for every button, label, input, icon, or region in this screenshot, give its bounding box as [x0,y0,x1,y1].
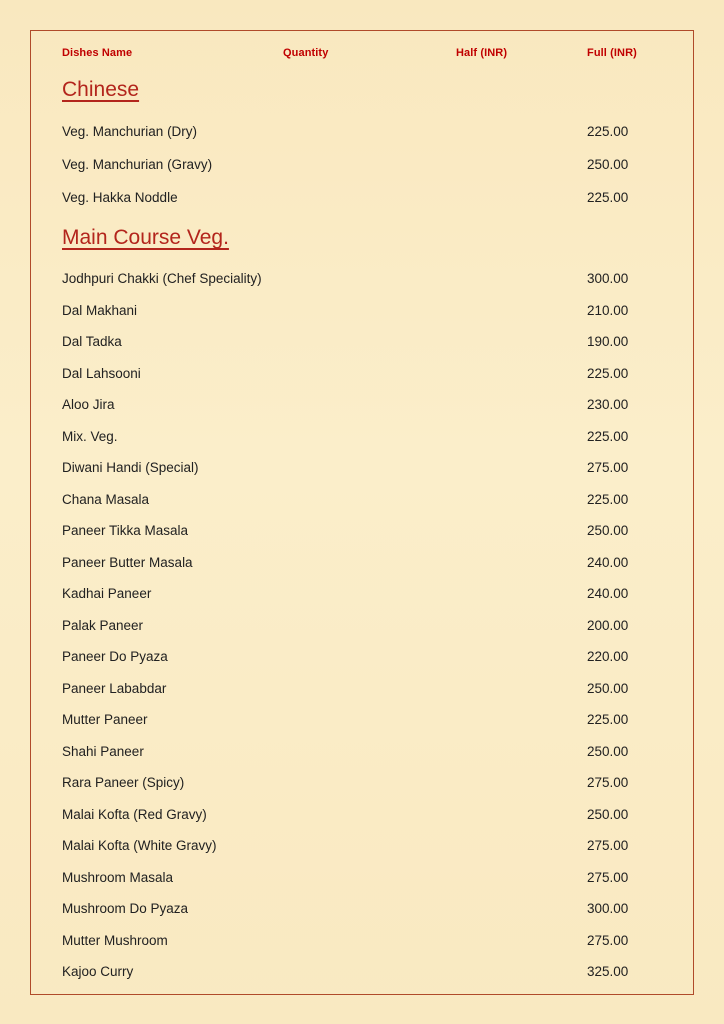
dish-name: Diwani Handi (Special) [62,460,199,476]
dish-name: Malai Kofta (White Gravy) [62,838,217,854]
dish-full-price: 300.00 [587,901,629,917]
dish-full-price: 275.00 [587,838,629,854]
menu-row [62,452,683,484]
section-title: Chinese [62,78,140,101]
menu-row [62,515,683,547]
col-header-quantity: Quantity [283,46,329,59]
dish-name: Mutter Paneer [62,712,148,728]
menu-sections [62,75,683,988]
menu-row [62,704,683,736]
menu-row [62,673,683,705]
dish-name: Veg. Manchurian (Gravy) [62,157,213,172]
dish-full-price: 275.00 [587,932,629,948]
dish-full-price: 325.00 [587,964,629,980]
menu-row [62,862,683,894]
menu-section-chinese [62,75,683,214]
menu-row [62,736,683,768]
dish-name: Jodhpuri Chakki (Chef Speciality) [62,271,262,287]
dish-name: Kajoo Curry [62,964,134,980]
dish-name: Paneer Lababdar [62,680,167,696]
menu-row [62,956,683,988]
menu-row [62,389,683,421]
dish-name: Palak Paneer [62,617,144,633]
dish-full-price: 300.00 [587,271,629,287]
dish-name: Chana Masala [62,491,150,507]
menu-row [62,326,683,358]
col-header-full-inr: Full (INR) [587,46,637,59]
dish-full-price: 220.00 [587,649,629,665]
menu-row [62,925,683,957]
section-rows [62,263,683,988]
menu-row [62,799,683,831]
menu-row [62,181,683,214]
dish-full-price: 225.00 [587,428,629,444]
dish-full-price: 210.00 [587,302,629,318]
menu-row [62,295,683,327]
dish-full-price: 240.00 [587,554,629,570]
dish-name: Paneer Do Pyaza [62,649,168,665]
menu-section-main-course-veg [62,223,683,988]
dish-full-price: 225.00 [587,712,629,728]
table-header [62,31,683,60]
dish-name: Veg. Hakka Noddle [62,190,178,205]
dish-name: Dal Tadka [62,334,122,350]
menu-row [62,641,683,673]
dish-name: Rara Paneer (Spicy) [62,775,185,791]
dish-name: Malai Kofta (Red Gravy) [62,806,207,822]
menu-row [62,263,683,295]
dish-name: Mutter Mushroom [62,932,168,948]
col-header-dishes-name: Dishes Name [62,46,133,59]
dish-name: Shahi Paneer [62,743,144,759]
menu-row [62,547,683,579]
dish-name: Mushroom Do Pyaza [62,901,189,917]
dish-full-price: 275.00 [587,460,629,476]
dish-name: Aloo Jira [62,397,115,413]
menu-row [62,115,683,148]
dish-full-price: 225.00 [587,124,629,139]
dish-full-price: 250.00 [587,157,629,172]
dish-full-price: 275.00 [587,775,629,791]
dish-name: Paneer Butter Masala [62,554,193,570]
menu-row [62,610,683,642]
dish-full-price: 230.00 [587,397,629,413]
dish-full-price: 275.00 [587,869,629,885]
dish-full-price: 250.00 [587,806,629,822]
dish-full-price: 190.00 [587,334,629,350]
dish-full-price: 225.00 [587,365,629,381]
menu-row [62,893,683,925]
dish-full-price: 200.00 [587,617,629,633]
menu-row [62,421,683,453]
dish-full-price: 225.00 [587,190,629,205]
dish-name: Mushroom Masala [62,869,174,885]
menu-row [62,767,683,799]
dish-name: Mix. Veg. [62,428,118,444]
dish-full-price: 225.00 [587,491,629,507]
dish-name: Paneer Tikka Masala [62,523,189,539]
menu-row [62,148,683,181]
col-header-half-inr: Half (INR) [456,46,508,59]
dish-full-price: 240.00 [587,586,629,602]
section-rows [62,115,683,214]
dish-full-price: 250.00 [587,523,629,539]
dish-name: Kadhai Paneer [62,586,152,602]
dish-full-price: 250.00 [587,680,629,696]
menu-table [30,30,694,995]
dish-name: Veg. Manchurian (Dry) [62,124,198,139]
menu-row [62,830,683,862]
dish-full-price: 250.00 [587,743,629,759]
menu-row [62,358,683,390]
menu-row [62,484,683,516]
dish-name: Dal Makhani [62,302,138,318]
menu-row [62,578,683,610]
dish-name: Dal Lahsooni [62,365,141,381]
section-title: Main Course Veg. [62,226,229,249]
